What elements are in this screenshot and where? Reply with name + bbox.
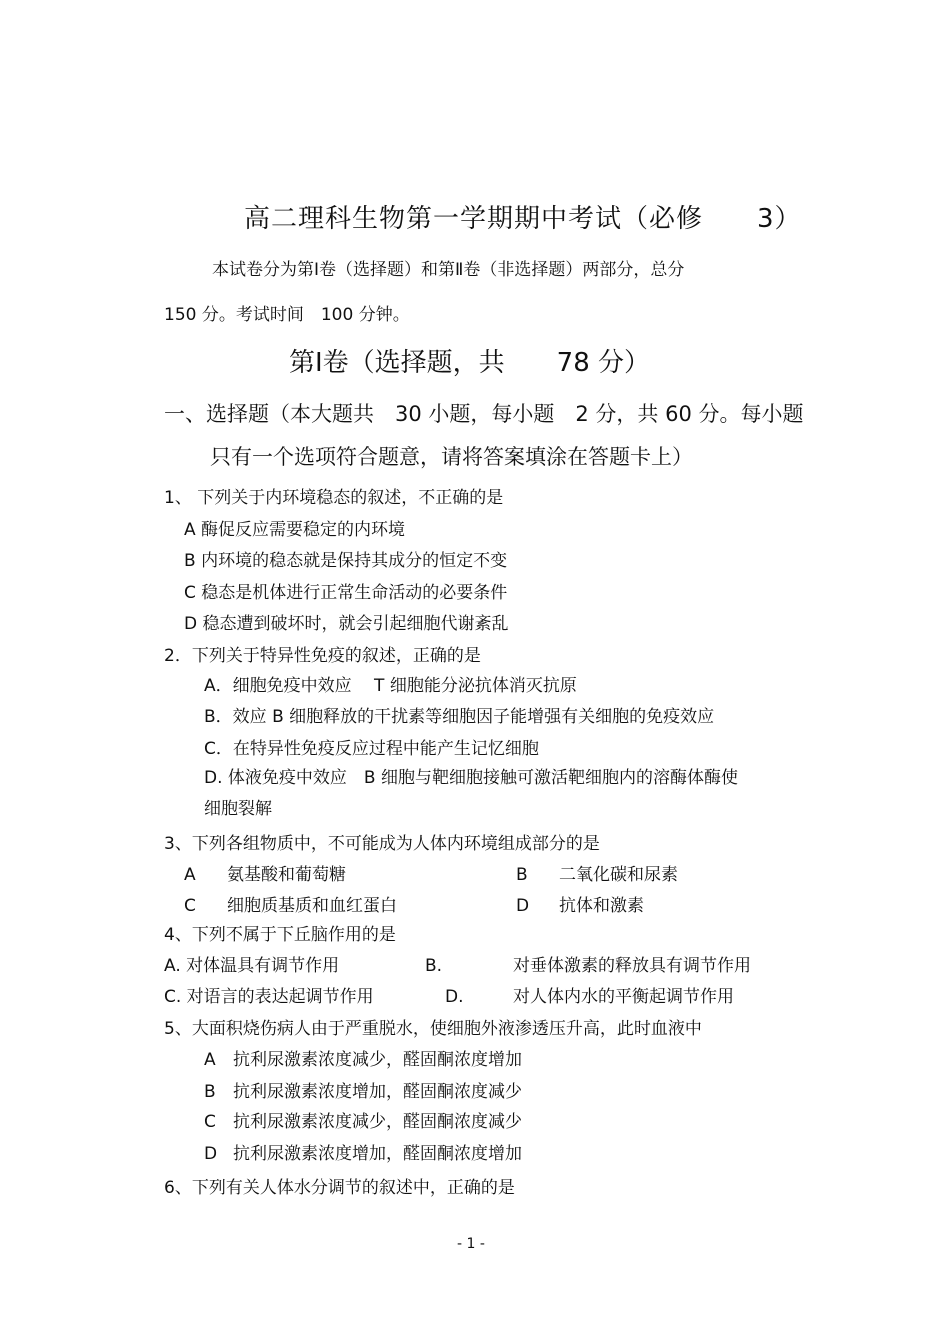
question-5-option-a-letter: A	[204, 1050, 216, 1070]
question-4-option-a: A. 对体温具有调节作用	[164, 956, 340, 976]
question-5-option-c-letter: C	[204, 1112, 216, 1132]
question-4-option-b: 对垂体激素的释放具有调节作用	[513, 956, 751, 976]
question-4-option-d: 对人体内水的平衡起调节作用	[513, 987, 734, 1007]
question-2-option-b: B．效应 B 细胞释放的干扰素等细胞因子能增强有关细胞的免疫效应	[204, 707, 715, 727]
question-5-option-a: 抗利尿激素浓度减少，醛固酮浓度增加	[233, 1050, 522, 1070]
question-3-option-a: 氨基酸和葡萄糖	[227, 865, 346, 885]
question-3-option-b: 二氧化碳和尿素	[559, 865, 678, 885]
question-4-option-d-letter: D.	[445, 987, 464, 1007]
question-2-option-c: C．在特异性免疫反应过程中能产生记忆细胞	[204, 739, 539, 759]
part-heading-line-2: 只有一个选项符合题意，请将答案填涂在答题卡上）	[210, 445, 693, 469]
question-5-option-b: 抗利尿激素浓度增加，醛固酮浓度减少	[233, 1082, 522, 1102]
exam-title: 高二理科生物第一学期期中考试（必修 3）	[244, 204, 802, 234]
question-3-option-d: 抗体和激素	[559, 896, 644, 916]
question-1-option-b: B 内环境的稳态就是保持其成分的恒定不变	[184, 551, 508, 571]
question-3-option-a-letter: A	[184, 865, 196, 885]
question-6-stem: 6、下列有关人体水分调节的叙述中，正确的是	[164, 1178, 515, 1198]
question-5-option-c: 抗利尿激素浓度减少，醛固酮浓度减少	[233, 1112, 522, 1132]
question-1-option-a: A 酶促反应需要稳定的内环境	[184, 520, 406, 540]
question-2-option-d-continued: 细胞裂解	[204, 799, 272, 819]
part-heading-line-1: 一、选择题（本大题共 30 小题，每小题 2 分，共 60 分。每小题	[164, 402, 804, 426]
question-5-stem: 5、大面积烧伤病人由于严重脱水，使细胞外液渗透压升高，此时血液中	[164, 1019, 702, 1039]
question-5-option-d-letter: D	[204, 1144, 218, 1164]
question-4-option-b-letter: B.	[425, 956, 443, 976]
question-3-option-c-letter: C	[184, 896, 196, 916]
question-1-stem: 1、 下列关于内环境稳态的叙述，不正确的是	[164, 488, 504, 508]
question-3-option-b-letter: B	[516, 865, 528, 885]
exam-intro-line-1: 本试卷分为第Ⅰ卷（选择题）和第Ⅱ卷（非选择题）两部分，总分	[212, 260, 685, 280]
question-3-option-c: 细胞质基质和血红蛋白	[227, 896, 397, 916]
section-title: 第Ⅰ卷（选择题，共 78 分）	[289, 348, 651, 378]
question-1-option-d: D 稳态遭到破坏时，就会引起细胞代谢紊乱	[184, 614, 509, 634]
exam-intro-line-2: 150 分。考试时间 100 分钟。	[164, 305, 410, 325]
question-2-option-a: A．细胞免疫中效应 T 细胞能分泌抗体消灭抗原	[204, 676, 577, 696]
page-number: - 1 -	[457, 1236, 485, 1252]
question-3-option-d-letter: D	[516, 896, 530, 916]
question-2-stem: 2．下列关于特异性免疫的叙述，正确的是	[164, 646, 481, 666]
question-1-option-c: C 稳态是机体进行正常生命活动的必要条件	[184, 583, 508, 603]
question-5-option-b-letter: B	[204, 1082, 216, 1102]
question-5-option-d: 抗利尿激素浓度增加，醛固酮浓度增加	[233, 1144, 522, 1164]
question-4-option-c: C. 对语言的表达起调节作用	[164, 987, 374, 1007]
question-4-stem: 4、下列不属于下丘脑作用的是	[164, 925, 396, 945]
question-2-option-d: D. 体液免疫中效应 B 细胞与靶细胞接触可激活靶细胞内的溶酶体酶使	[204, 768, 738, 788]
question-3-stem: 3、下列各组物质中，不可能成为人体内环境组成部分的是	[164, 834, 600, 854]
